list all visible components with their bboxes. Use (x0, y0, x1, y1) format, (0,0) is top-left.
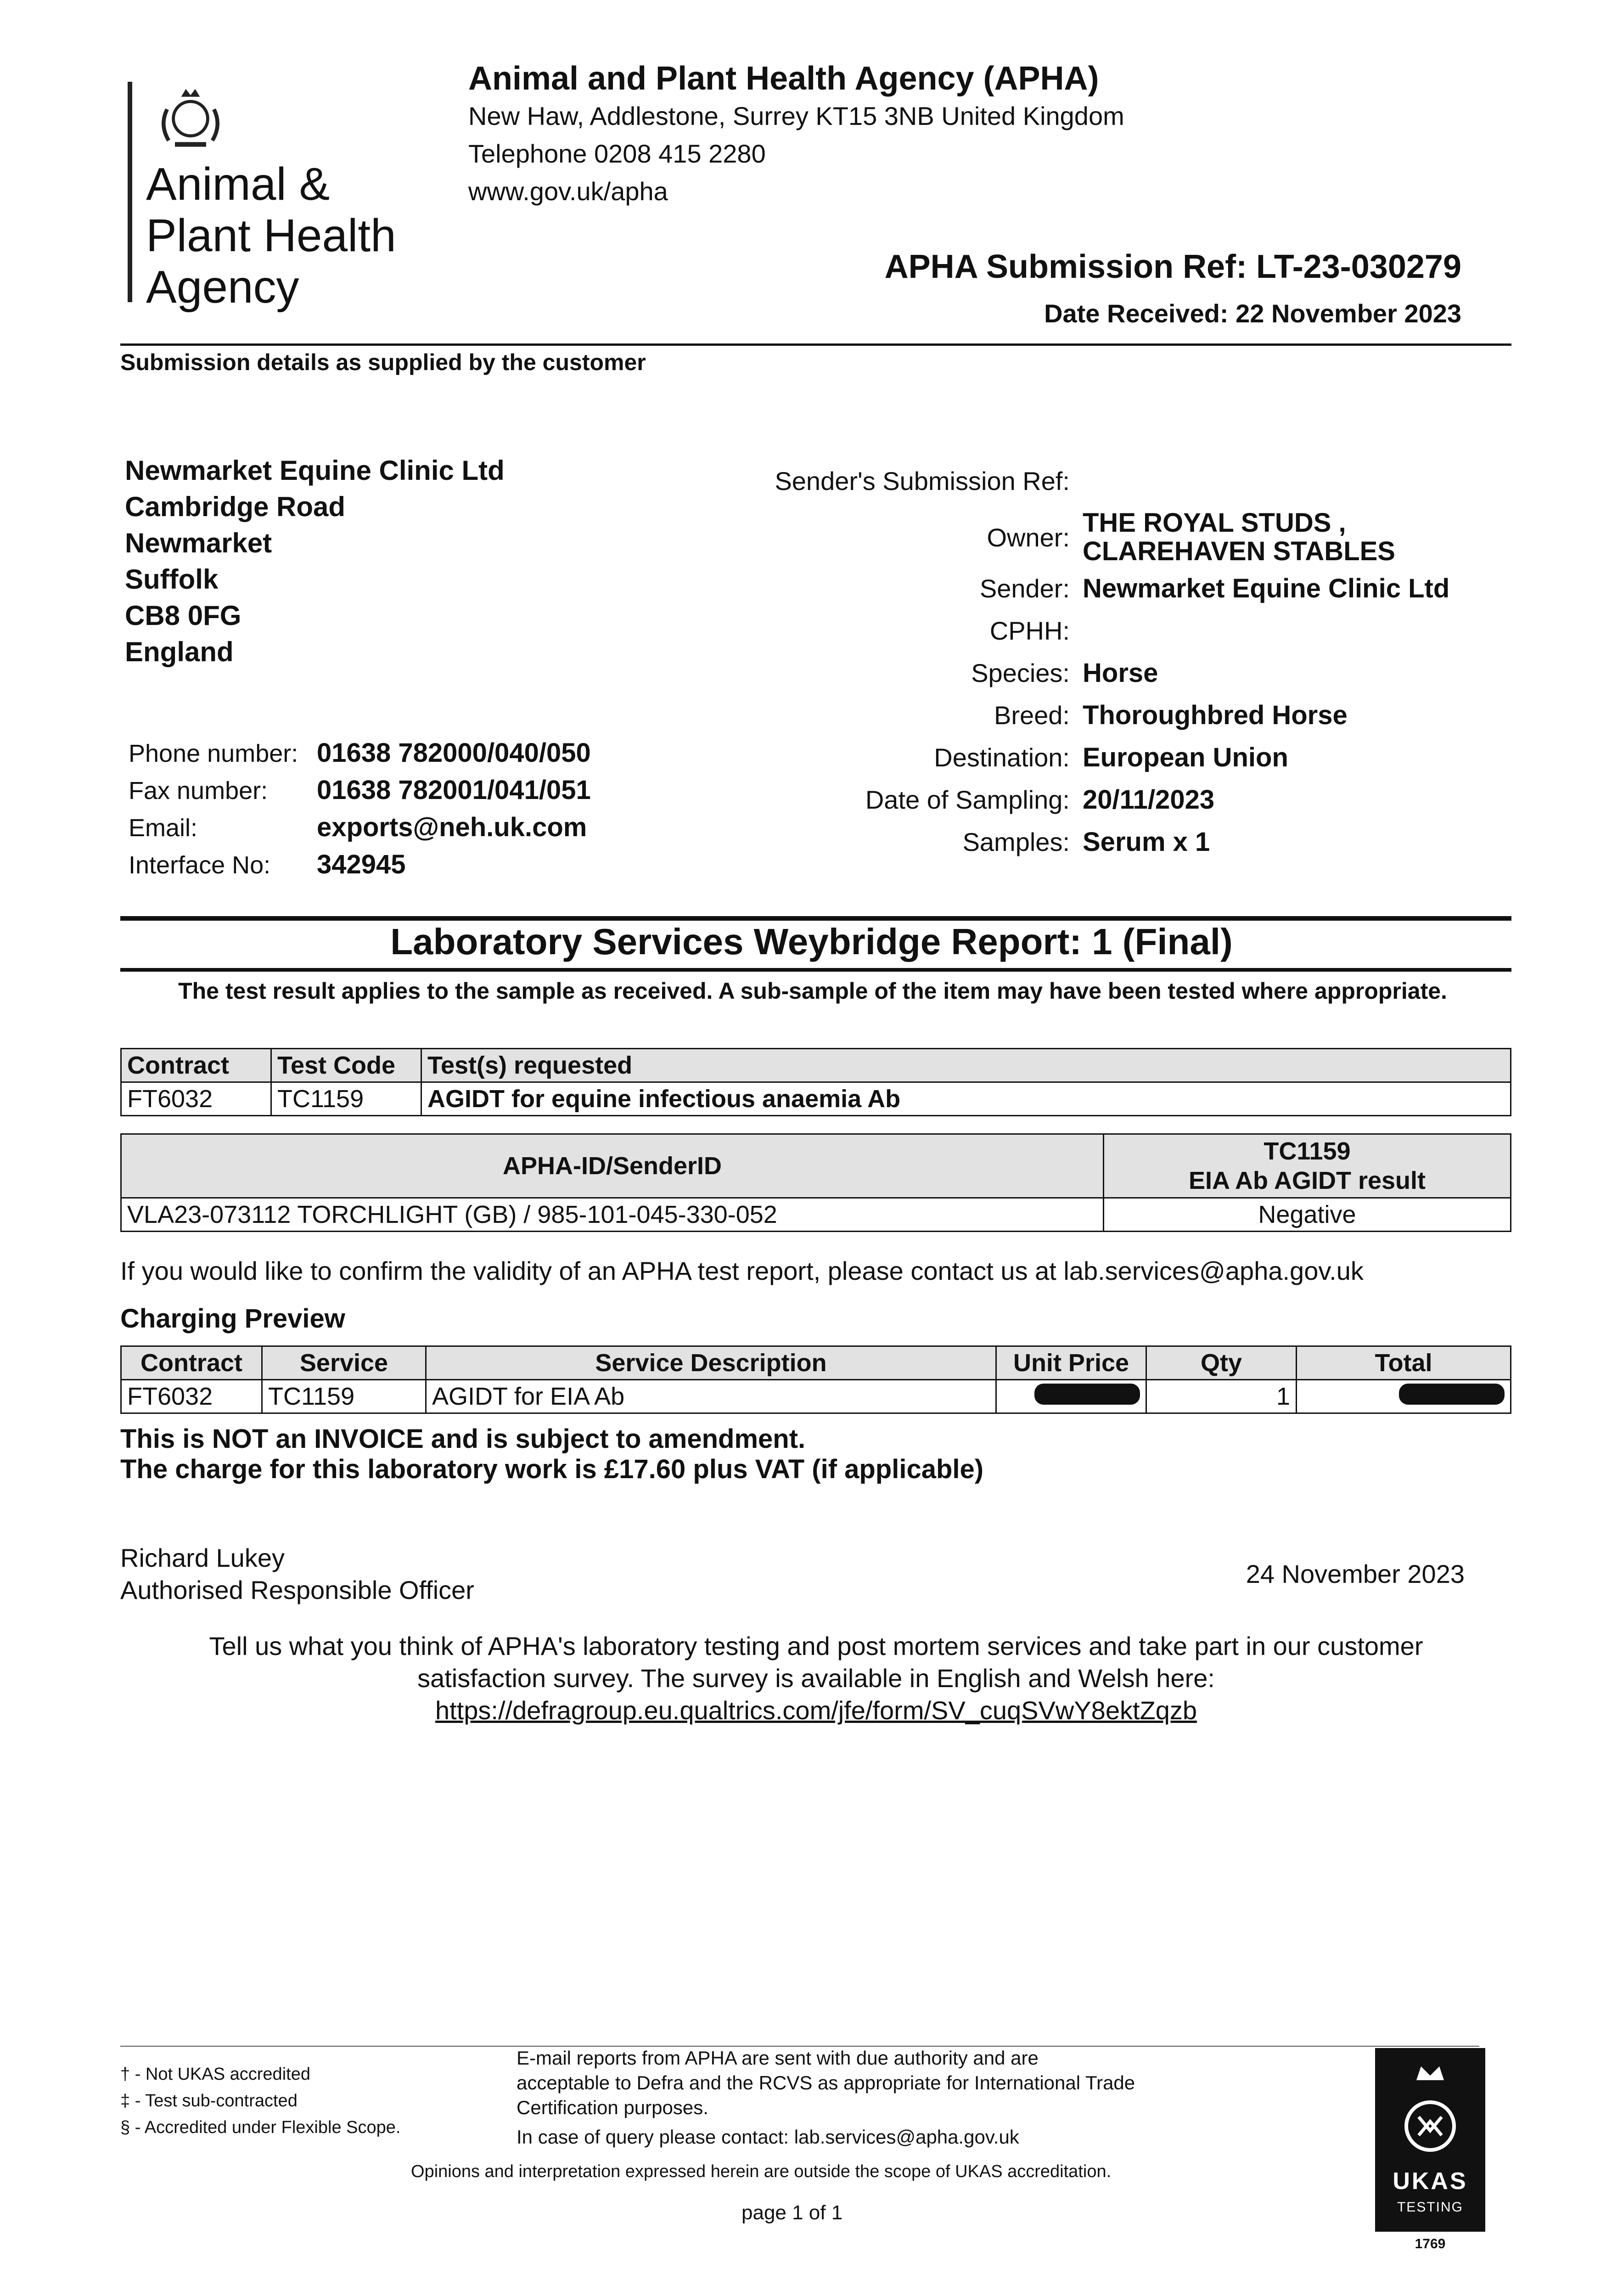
report-note: The test result applies to the sample as received. A sub-sample of the item may have been tested where appropriate. (178, 978, 1447, 1004)
report-title: Laboratory Services Weybridge Report: 1 (Final) (390, 921, 1233, 962)
agency-website[interactable]: www.gov.uk/apha (468, 177, 668, 206)
field-value: Thoroughbred Horse (1083, 700, 1348, 730)
agency-name: Animal and Plant Health Agency (APHA) (468, 60, 1099, 97)
submission-ref: APHA Submission Ref: LT-23-030279 (884, 248, 1461, 285)
signatory-name: Richard Lukey (120, 1543, 285, 1572)
field-value: Newmarket Equine Clinic Ltd (1083, 573, 1450, 603)
field-label: Sender: (979, 574, 1070, 603)
contact-row (129, 735, 591, 772)
column-header: Service Description (426, 1346, 996, 1380)
logo-line: Plant Health (146, 210, 396, 261)
field-label: Destination: (934, 743, 1070, 772)
note-line: E-mail reports from APHA are sent with due authority and are (517, 2047, 1039, 2069)
field-label: Owner: (987, 523, 1070, 552)
field-value: Horse (1083, 658, 1158, 688)
footer-email-note (517, 2046, 1135, 2150)
logo-line: Agency (146, 261, 299, 313)
contact-label: Fax number: (129, 777, 268, 805)
contact-value: 342945 (317, 850, 406, 879)
field-label: Date of Sampling: (865, 785, 1070, 814)
result-value: Negative (1104, 1198, 1511, 1232)
survey-link[interactable]: https://defragroup.eu.qualtrics.com/jfe/form/SV_cuqSVwY8ektZqzb (435, 1696, 1197, 1725)
note-line: acceptable to Defra and the RCVS as appropriate for International Trade (517, 2072, 1135, 2093)
field-value: European Union (1083, 742, 1288, 772)
field-row (643, 778, 1449, 821)
agency-logo-text (146, 158, 396, 313)
table-header-row (121, 1346, 1511, 1380)
contact-value: 01638 782001/041/051 (317, 775, 591, 805)
query-line: In case of query please contact: lab.services@apha.gov.uk (517, 2126, 1019, 2148)
contact-label: Interface No: (129, 851, 271, 879)
submission-fields (643, 466, 1449, 863)
contact-label: Phone number: (129, 740, 298, 767)
table-row (121, 1198, 1511, 1232)
table-cell: TC1159 (262, 1380, 426, 1413)
column-header: Total (1297, 1346, 1511, 1380)
charge-text: The charge for this laboratory work is £17.60 plus VAT (if applicable) (120, 1454, 984, 1484)
logo-line: Animal & (146, 158, 330, 210)
divider (120, 968, 1511, 972)
column-header: Service (262, 1346, 426, 1380)
customer-contacts (129, 735, 591, 884)
address-line: Newmarket Equine Clinic Ltd (125, 455, 505, 486)
table-cell: FT6032 (121, 1082, 271, 1116)
total-cell (1297, 1380, 1511, 1413)
ukas-sub: TESTING (1397, 2200, 1463, 2215)
field-value: THE ROYAL STUDS , (1083, 508, 1346, 538)
field-value: Serum x 1 (1083, 827, 1210, 857)
note-line: Certification purposes. (517, 2097, 708, 2118)
legend-line: † - Not UKAS accredited (120, 2065, 310, 2084)
table-cell: AGIDT for equine infectious anaemia Ab (421, 1082, 1511, 1116)
agency-header (468, 60, 1124, 210)
field-row (643, 694, 1449, 736)
report-date: 24 November 2023 (1246, 1559, 1465, 1588)
legend-line: ‡ - Test sub-contracted (120, 2091, 298, 2110)
unit-price-cell (996, 1380, 1146, 1413)
table-row (121, 1380, 1511, 1413)
validity-text: If you would like to confirm the validity of an APHA test report, please contact us at lab.services@apha.gov.uk (120, 1256, 1364, 1285)
submission-details-heading: Submission details as supplied by the customer (120, 349, 646, 375)
contact-value[interactable]: exports@neh.uk.com (317, 812, 587, 842)
column-header (1104, 1134, 1511, 1198)
address-line: Newmarket (125, 528, 272, 558)
column-header: Unit Price (996, 1346, 1146, 1380)
charging-table (120, 1345, 1511, 1414)
contact-row (129, 809, 591, 846)
result-label: EIA Ab AGIDT result (1188, 1167, 1426, 1194)
field-row (643, 507, 1449, 567)
field-label: Species: (971, 658, 1070, 687)
divider (120, 343, 1511, 346)
survey-line: Tell us what you think of APHA's laboratory testing and post mortem services and take part in our customer (209, 1632, 1423, 1660)
field-label: Samples: (962, 827, 1070, 856)
table-header-row (121, 1049, 1511, 1082)
field-value: 20/11/2023 (1083, 784, 1215, 815)
contact-label: Email: (129, 814, 198, 842)
field-label: Sender's Submission Ref: (775, 467, 1070, 495)
table-cell: 1 (1146, 1380, 1297, 1413)
not-invoice-text: This is NOT an INVOICE and is subject to amendment. (120, 1424, 806, 1454)
legend-line: § - Accredited under Flexible Scope. (120, 2118, 401, 2137)
footer-opinions: Opinions and interpretation expressed herein are outside the scope of UKAS accreditation. (411, 2162, 1112, 2181)
table-row (121, 1082, 1511, 1116)
royal-crest-icon (152, 78, 230, 156)
field-value: CLAREHAVEN STABLES (1083, 536, 1395, 566)
field-row (643, 736, 1449, 778)
field-row (643, 567, 1449, 609)
contact-row (129, 846, 591, 884)
footer-legend (120, 2061, 400, 2141)
column-header: Test(s) requested (421, 1049, 1511, 1082)
table-cell: TC1159 (271, 1082, 421, 1116)
column-header: Contract (121, 1049, 271, 1082)
redaction-mark (1034, 1384, 1140, 1405)
signatory-title: Authorised Responsible Officer (120, 1576, 474, 1604)
field-row (643, 466, 1449, 507)
contact-row (129, 772, 591, 809)
tests-table (120, 1048, 1511, 1116)
field-label: CPHH: (989, 616, 1070, 645)
column-header: Qty (1146, 1346, 1297, 1380)
redaction-mark (1399, 1384, 1505, 1405)
ukas-logo (1375, 2048, 1485, 2232)
ukas-crown-icon (1403, 2062, 1458, 2163)
agency-telephone: Telephone 0208 415 2280 (468, 139, 766, 168)
table-cell: AGIDT for EIA Ab (426, 1380, 996, 1413)
field-row (643, 821, 1449, 863)
ukas-number: 1769 (1415, 2236, 1446, 2251)
field-row (643, 652, 1449, 694)
address-line: Cambridge Road (125, 491, 346, 522)
table-header-row (121, 1134, 1511, 1198)
survey-line: satisfaction survey. The survey is available in English and Welsh here: (417, 1664, 1215, 1693)
address-line: Suffolk (125, 564, 219, 595)
column-header: APHA-ID/SenderID (121, 1134, 1104, 1198)
survey-text (119, 1630, 1513, 1727)
address-line: CB8 0FG (125, 600, 241, 631)
charging-heading: Charging Preview (120, 1304, 345, 1334)
column-header: Test Code (271, 1049, 421, 1082)
ukas-word: UKAS (1393, 2168, 1468, 2195)
test-code-label: TC1159 (1264, 1137, 1351, 1165)
agency-address: New Haw, Addlestone, Surrey KT15 3NB United Kingdom (468, 101, 1124, 130)
field-label: Breed: (994, 700, 1070, 730)
divider (120, 916, 1511, 921)
customer-address (125, 452, 505, 670)
table-cell: FT6032 (121, 1380, 262, 1413)
address-line: England (125, 636, 234, 667)
contact-value: 01638 782000/040/050 (317, 738, 591, 768)
table-cell: VLA23-073112 TORCHLIGHT (GB) / 985-101-045-330-052 (121, 1198, 1104, 1232)
date-received: Date Received: 22 November 2023 (1044, 299, 1461, 328)
logo-bar (128, 82, 132, 302)
column-header: Contract (121, 1346, 262, 1380)
field-row (643, 609, 1449, 652)
result-table (120, 1133, 1511, 1232)
page-number: page 1 of 1 (741, 2201, 843, 2224)
